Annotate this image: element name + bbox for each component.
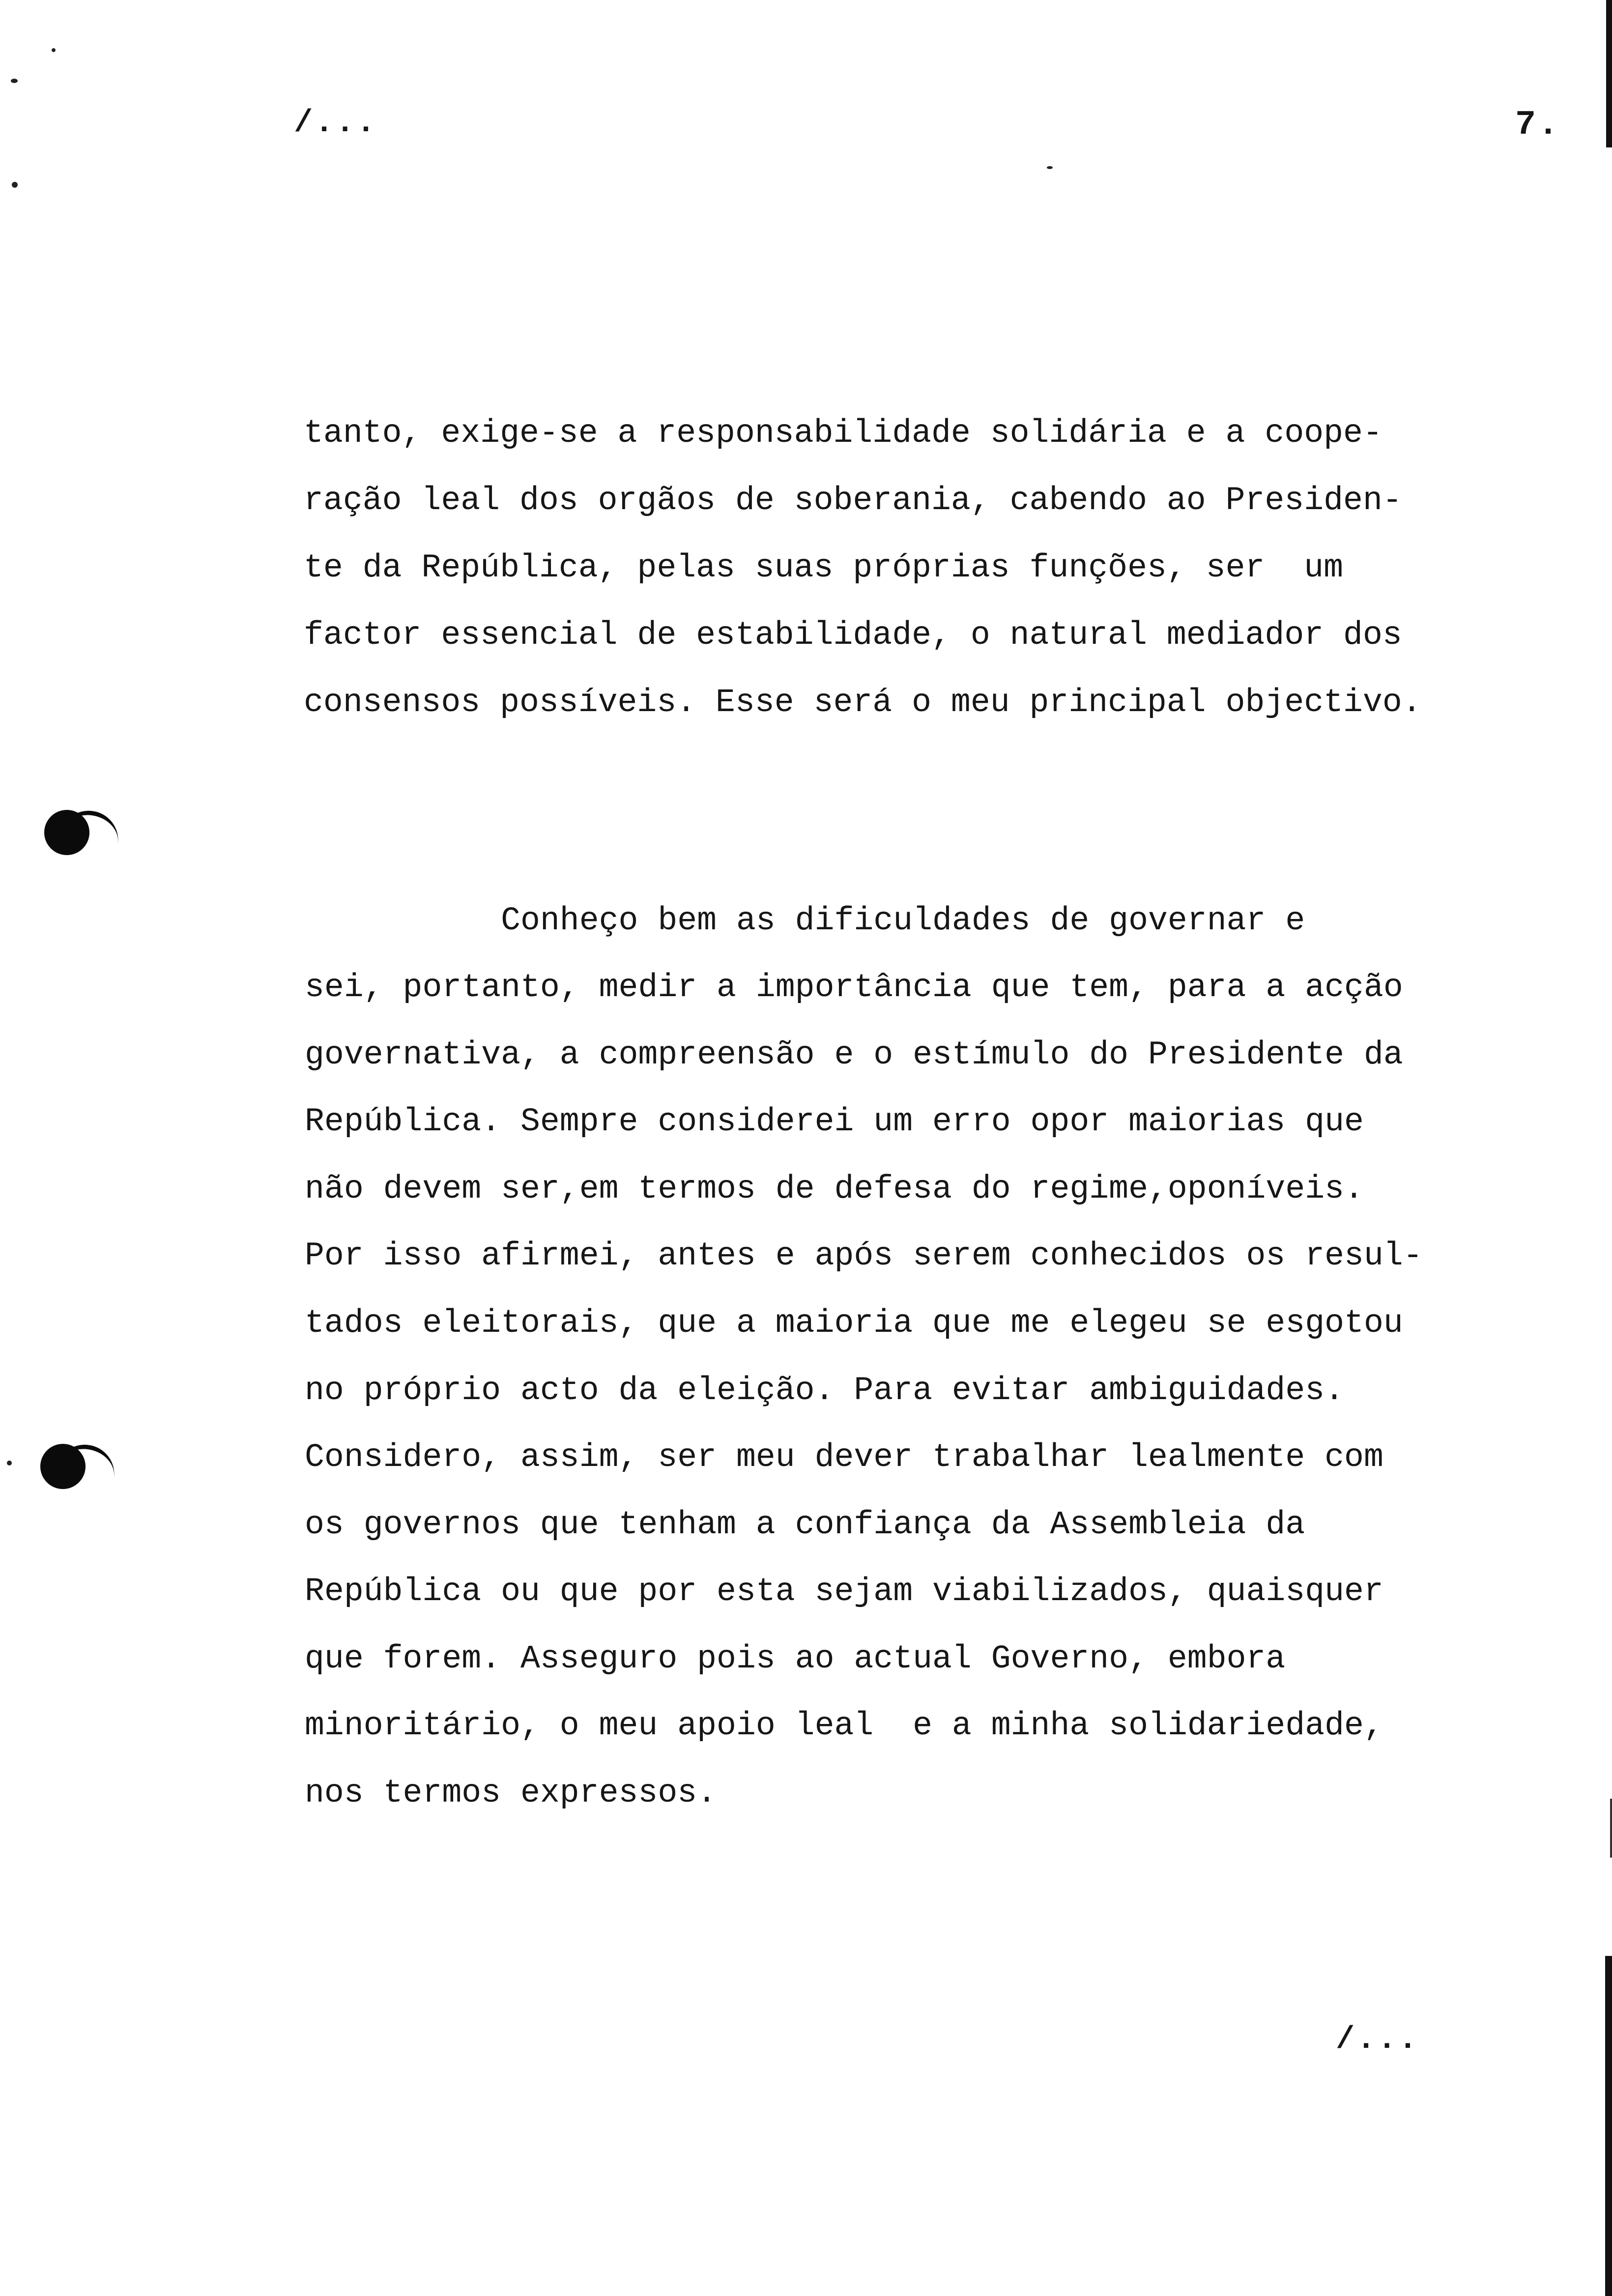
paragraph-line: consensos possíveis. Esse será o meu principal objectivo. — [304, 684, 1422, 721]
punch-hole-icon — [44, 810, 89, 855]
paragraph-line: no próprio acto da eleição. Para evitar ambiguidades. — [305, 1372, 1345, 1409]
scan-speck — [1047, 166, 1053, 169]
scan-edge-shadow — [1606, 0, 1612, 147]
paragraph-line: República ou que por esta sejam viabilizados, quaisquer — [305, 1573, 1383, 1610]
paragraph-line: Conheço bem as dificuldades de governar e — [305, 902, 1305, 939]
scan-edge-shadow — [1605, 1956, 1612, 2296]
paragraph-line: minoritário, o meu apoio leal e a minha solidariedade, — [305, 1707, 1383, 1744]
paragraph-line: que forem. Asseguro pois ao actual Governo, embora — [305, 1640, 1286, 1677]
scan-edge-shadow — [1610, 1799, 1612, 1858]
paragraph-line: Considero, assim, ser meu dever trabalhar lealmente com — [305, 1439, 1383, 1476]
scan-speck — [7, 1461, 12, 1465]
paragraph-line: tados eleitorais, que a maioria que me elegeu se esgotou — [305, 1305, 1403, 1342]
punch-hole-icon — [40, 1444, 86, 1489]
paragraph-line: os governos que tenham a confiança da Assembleia da — [305, 1506, 1305, 1543]
page-number: 7. — [1515, 106, 1561, 144]
paragraph-line: República. Sempre considerei um erro opor maiorias que — [305, 1103, 1364, 1140]
paragraph-line: te da República, pelas suas próprias funções, ser um — [304, 549, 1344, 586]
paragraph-line: Por isso afirmei, antes e após serem conhecidos os resul- — [305, 1237, 1423, 1274]
paragraph-line: sei, portanto, medir a importância que tem, para a acção — [305, 969, 1403, 1006]
paragraph-line: tanto, exige-se a responsabilidade solidária e a coope- — [304, 415, 1382, 452]
paragraph-line: governativa, a compreensão e o estímulo do Presidente da — [305, 1036, 1403, 1073]
paragraph-line: não devem ser,em termos de defesa do regime,oponíveis. — [305, 1171, 1364, 1207]
paragraph-line: factor essencial de estabilidade, o natural mediador dos — [304, 617, 1402, 654]
scan-speck — [52, 48, 56, 52]
scan-speck — [11, 79, 18, 83]
paragraph-line: ração leal dos orgãos de soberania, cabendo ao Presiden- — [304, 482, 1402, 519]
paragraph-line: nos termos expressos. — [305, 1775, 717, 1811]
continuation-mark-bottom: /... — [1336, 2022, 1419, 2058]
scan-speck — [12, 182, 18, 188]
continuation-mark-top: /... — [294, 106, 377, 141]
